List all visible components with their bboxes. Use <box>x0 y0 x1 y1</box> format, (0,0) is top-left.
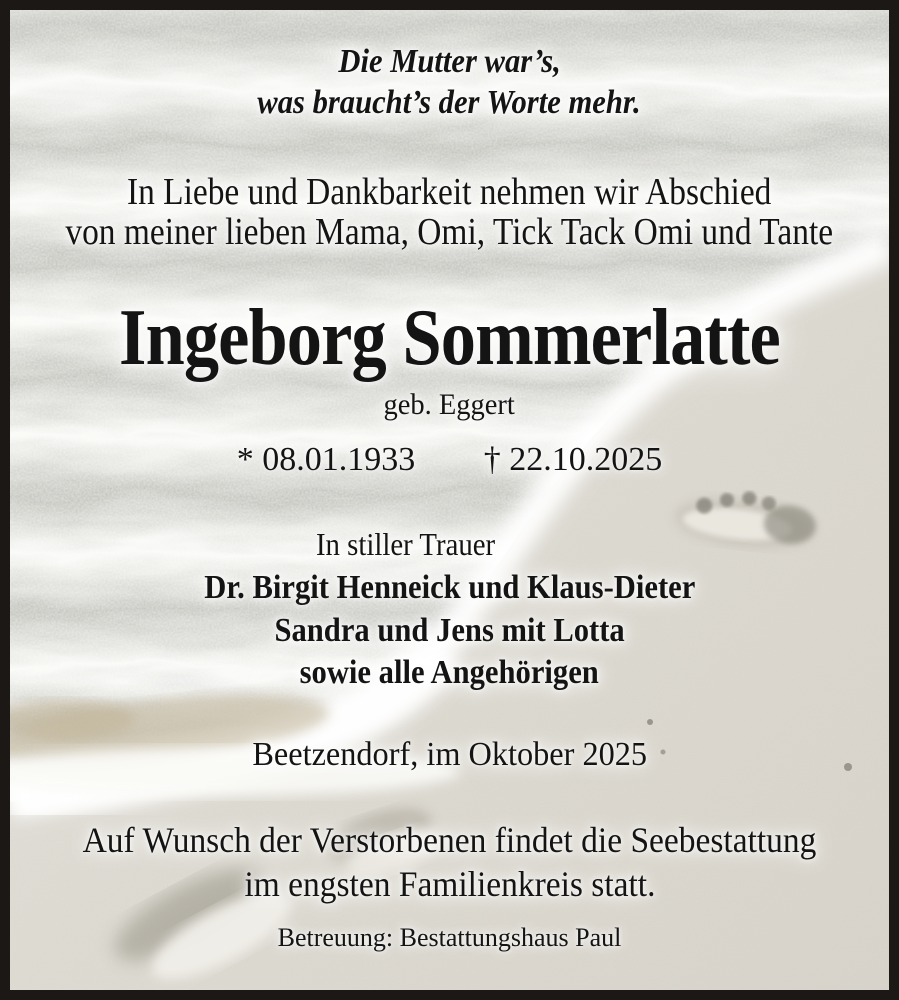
mourner-line-3: sowie alle Angehörigen <box>299 654 600 691</box>
maiden-name: geb. Eggert <box>383 388 516 421</box>
quote-line-2: was braucht’s der Worte mehr. <box>257 84 642 121</box>
death-date: † 22.10.2025 <box>483 441 663 478</box>
mourner-line-2: Sandra und Jens mit Lotta <box>274 612 625 649</box>
mourning-intro: In stiller Trauer <box>315 526 496 562</box>
deceased-name: Ingeborg Sommerlatte <box>119 294 780 382</box>
place-date-line: Beetzendorf, im Oktober 2025 <box>252 736 647 773</box>
care-line: Betreuung: Bestattungshaus Paul <box>277 923 622 952</box>
intro-line-1: In Liebe und Dankbarkeit nehmen wir Abschied <box>127 171 772 213</box>
quote-line-1: Die Mutter war’s, <box>338 43 561 80</box>
funeral-notice-line-1: Auf Wunsch der Verstorbenen findet die Seebestattung <box>82 820 817 860</box>
birth-date: * 08.01.1933 <box>236 441 416 478</box>
intro-line-2: von meiner lieben Mama, Omi, Tick Tack Omi und Tante <box>65 211 834 253</box>
life-dates <box>10 443 889 477</box>
funeral-notice-line-2: im engsten Familienkreis statt. <box>243 864 656 904</box>
mourner-line-1: Dr. Birgit Henneick und Klaus-Dieter <box>203 569 696 606</box>
beach-photo <box>10 10 889 990</box>
